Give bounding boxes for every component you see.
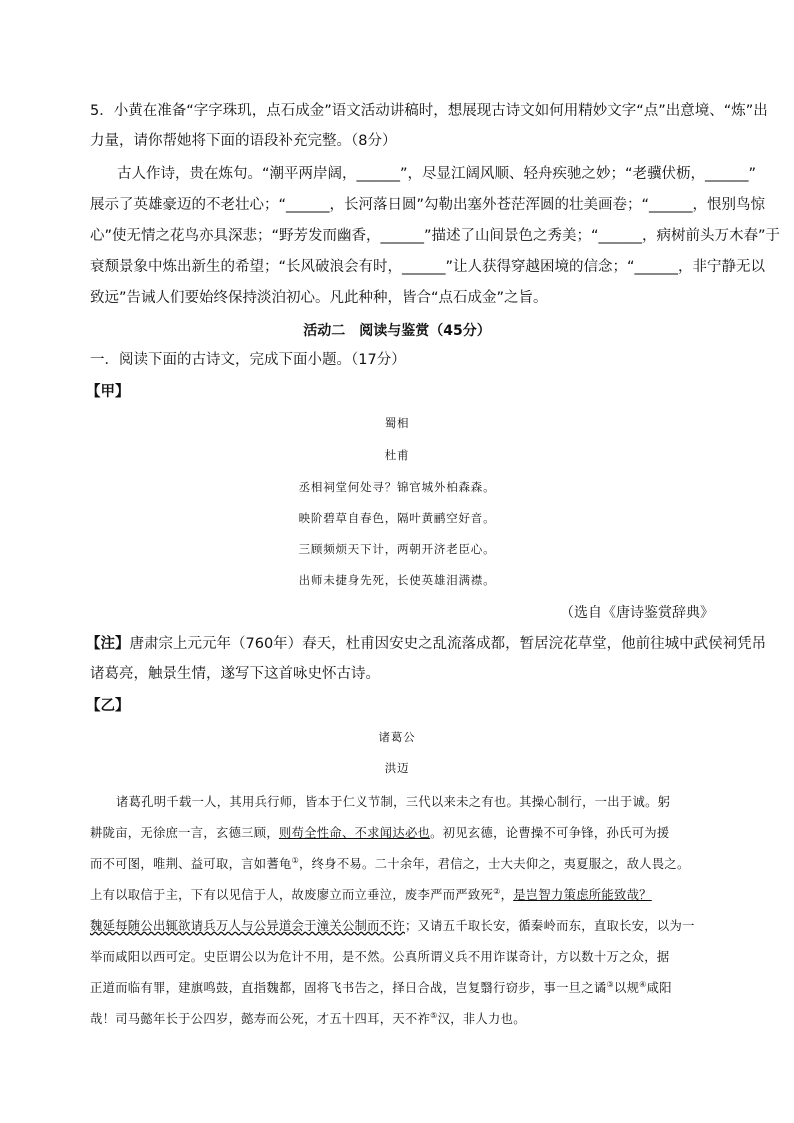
essay-author: 洪迈 [384,761,410,775]
note-line-1 [86,634,767,654]
footnote-marker-1: ① [291,855,300,865]
underlined-question: 是岂智力策虑所能致哉？ [513,888,652,902]
poem-source: （选自《唐诗鉴赏辞典》 [560,605,714,621]
question-5-paragraph-line-1: 古人作诗，贵在炼句。“潮平两岸阔，______”，尽显江阔风顺、轻舟疾驰之妙；“老骥伏枥，______” [117,166,757,182]
note-text-1: 唐肃宗上元元年（760年）春天，杜甫因安史之乱流落成都，暂居浣花草堂，他前往城中武侯祠凭吊 [129,636,767,652]
jia-label: 【甲】 [86,384,130,400]
question-5-paragraph-line-5: 致远”告诫人们要始终保持淡泊初心。凡此种种，皆合“点石成金”之旨。 [90,290,548,306]
question-5-paragraph-line-2: 展示了英雄豪迈的不老壮心；“______，长河落日圆”勾勒出塞外苍茫浑圆的壮美画卷；“______，恨别鸟惊 [90,197,766,213]
poem-line-1: 丞相祠堂何处寻？锦官城外柏森森。 [298,480,496,494]
essay-text: ；又请五千取长安，循秦岭而东，直取长安，以为一 [404,919,695,933]
essay-line-4 [90,880,720,912]
essay-text: ，终身不易。二十余年，君信之，士大夫仰之，夷夏服之，敌人畏之。 [299,857,690,871]
poem-line-4: 出师未捷身先死，长使英雄泪满襟。 [298,573,496,587]
essay-line-6: 举而咸阳以西可定。史臣谓公以为危计不用，是不然。公真所谓义兵不用诈谋奇计，方以数十万之众，据 [90,950,670,964]
question-5-line-1: 5．小黄在准备“字字珠玑，点石成金”语文活动讲稿时，想展现古诗文如何用精妙文字“点”出意境、“炼”出 [90,103,768,119]
question-5-paragraph-line-4: 衰颓景象中炼出新生的希望；“长风破浪会有时，______”让人获得穿越困境的信念；“______，非宁静无以 [90,259,766,275]
essay-text: 以规 [613,981,640,995]
essay-line-7 [90,973,720,1005]
footnote-marker-2: ② [493,886,501,896]
essay-text: 咸阳 [646,981,672,995]
essay-title: 诸葛公 [378,730,416,744]
essay-text: 哉！司马懿年长于公四岁，懿寿而公死，才五十四耳，天不祚 [90,1012,431,1026]
yi-label: 【乙】 [86,698,130,714]
note-line-2: 诸葛亮，触景生情，遂写下这首咏史怀古诗。 [90,666,380,682]
footnote-marker-5: ⑤ [430,1010,438,1020]
essay-line-3 [90,849,720,881]
essay-line-5 [90,911,720,943]
essay-line-2 [90,818,720,850]
footnote-marker-3: ③ [606,979,614,989]
note-label: 【注】 [86,636,130,652]
underlined-sentence: 则苟全性命、不求闻达必也 [278,826,431,840]
essay-line-8 [90,1004,720,1036]
wavy-underlined-sentence: 魏延每随公出辄欲请兵万人与公异道会于潼关公制而不许 [90,919,405,933]
essay-text: 而不可图，唯荆、益可取，言如蓍龟 [90,857,292,871]
essay-text: 正道而临有罪，建旗鸣鼓，直指魏都，固将飞书告之，择日合战，岂复翳行窃步，事一旦之谲 [90,981,607,995]
essay-line-1: 诸葛孔明千载一人，其用兵行师，皆本于仁义节制，三代以来未之有也。其操心制行，一出于诚。躬 [116,795,671,809]
essay-text: 汉，非人力也。 [437,1012,526,1026]
poem-line-3: 三顾频烦天下计，两朝开济老臣心。 [298,542,496,556]
section-1-intro: 一．阅读下面的古诗文，完成下面小题。（17分） [90,352,406,368]
activity-2-heading: 活动二 阅读与鉴赏（45分） [303,323,491,339]
question-5-line-2: 力量，请你帮她将下面的语段补充完整。（8分） [90,133,397,149]
essay-text: 上有以取信于主，下有以见信于人，故废廖立而立垂泣，废李严而严致死 [90,888,494,902]
poem-author: 杜甫 [384,448,410,462]
question-5-paragraph-line-3: 心”使无情之花鸟亦具深悲；“野芳发而幽香，______”描述了山间景色之秀美；“______，病树前头万木春”于 [90,228,781,244]
poem-line-2: 映阶碧草自春色，隔叶黄鹂空好音。 [298,511,496,525]
essay-text: 耕陇亩，无徐庶一言，玄德三顾， [90,826,279,840]
essay-text: ， [500,888,514,902]
essay-text: 。初见玄德，论曹操不可争锋，孙氏可为援 [430,826,670,840]
footnote-marker-4: ④ [639,979,647,989]
poem-title: 蜀相 [384,416,410,430]
